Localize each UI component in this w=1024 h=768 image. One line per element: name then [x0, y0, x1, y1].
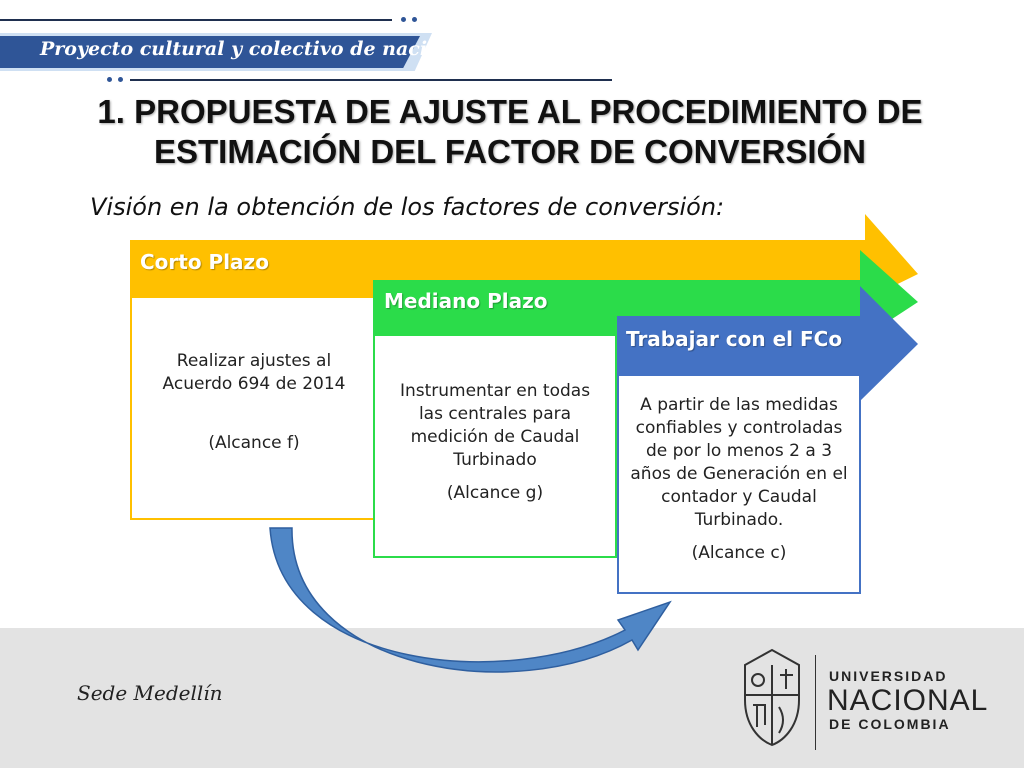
decor-dot [107, 77, 112, 82]
stage-label-short-term: Corto Plazo [140, 250, 269, 274]
campus-label: Sede Medellín [77, 681, 223, 705]
decor-dot [401, 17, 406, 22]
slide-subtitle: Visión en la obtención de los factores de conversión: [90, 193, 725, 221]
logo-separator [815, 655, 816, 750]
curved-arrow [260, 520, 680, 680]
stage-scope-work-fco: (Alcance c) [691, 543, 787, 563]
stage-text-mid-term: Instrumentar en todas las centrales para medición de Caudal Turbinado [399, 381, 591, 470]
decor-dot [118, 77, 123, 82]
stage-text-short-term: Realizar ajustes al Acuerdo 694 de 2014 [162, 351, 346, 394]
slide-title: 1. PROPUESTA DE AJUSTE AL PROCEDIMIENTO DE ESTIMACIÓN DEL FACTOR DE CONVERSIÓN [97, 93, 923, 170]
stage-label-work-fco: Trabajar con el FCo [626, 327, 843, 351]
university-line3: DE COLOMBIA [829, 716, 951, 732]
stage-box-short-term [130, 298, 378, 520]
banner-text: Proyecto cultural y colectivo de nación [40, 38, 454, 60]
stage-text-work-fco: A partir de las medidas confiables y controladas de por lo menos 2 a 3 años de Generación en el contador y Caudal Turbinado. [630, 395, 848, 530]
university-crest-logo [735, 645, 810, 750]
stage-scope-mid-term: (Alcance g) [446, 483, 544, 503]
university-line1: UNIVERSIDAD [829, 668, 948, 684]
stage-label-mid-term: Mediano Plazo [384, 289, 548, 313]
top-rule [0, 19, 392, 21]
second-rule [130, 79, 612, 81]
university-line2: NACIONAL [827, 684, 989, 717]
decor-dot [412, 17, 417, 22]
stage-scope-short-term: (Alcance f) [208, 433, 300, 453]
